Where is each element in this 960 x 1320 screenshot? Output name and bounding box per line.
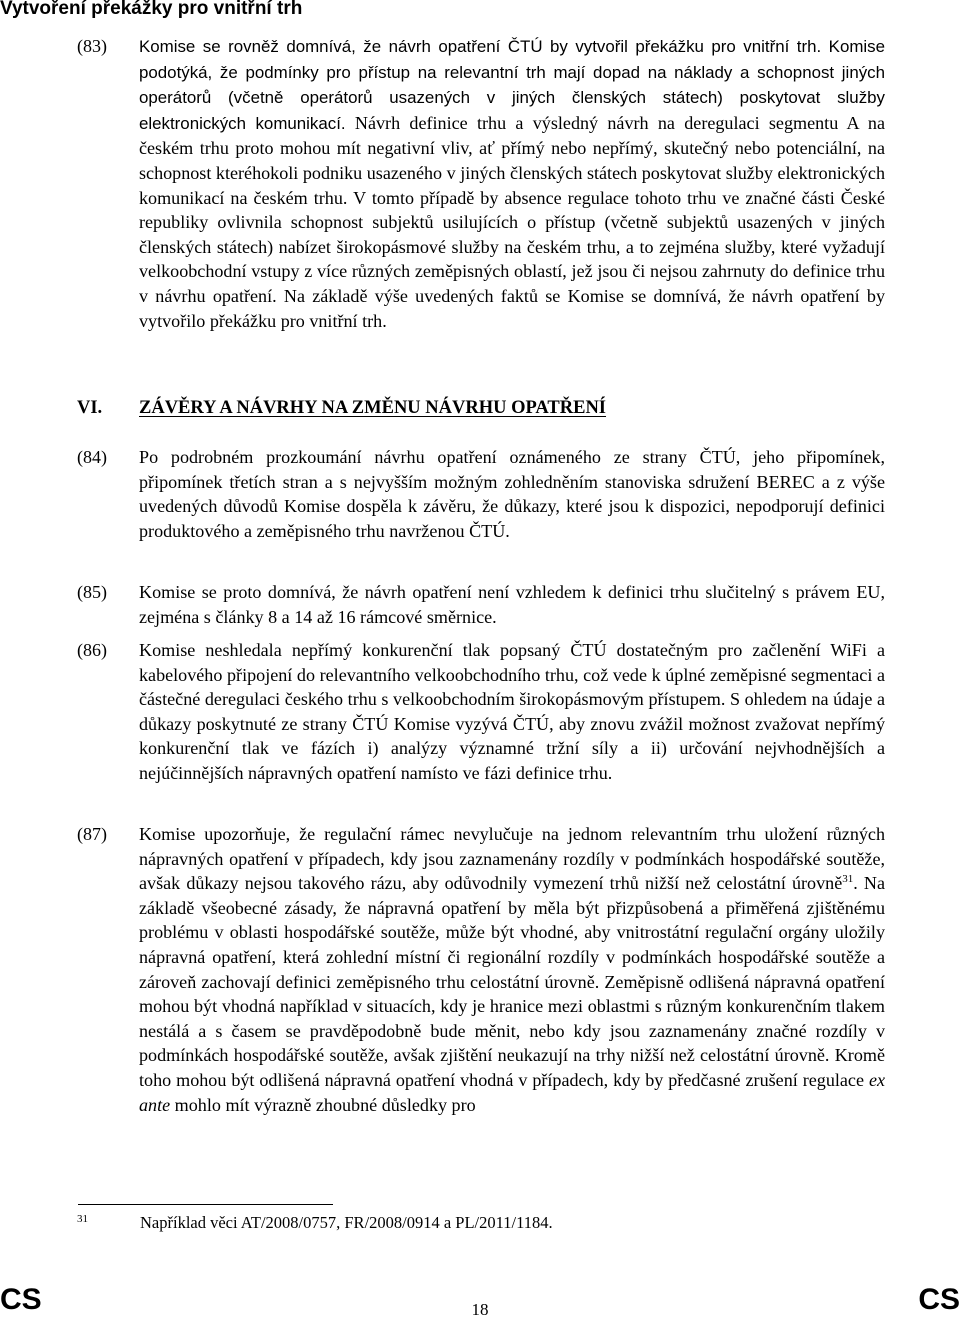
paragraph-85 bbox=[77, 580, 885, 629]
paragraph-83 bbox=[77, 34, 885, 333]
paragraph-text-part: . Na základě všeobecné zásady, že nápravná opatření by měla být přizpůsobená a přiměřená zjištěnému problému v oblasti hospodářské soutěže, může být vhodné, aby vnitrostátní regulační orgány uložily nápravná opatření, která zohlední místní či regionální rozdíly v podmínkách hospodářské soutěže a zároveň zachovají definici zeměpisného trhu celostátní úrovně. Zeměpisně odlišená nápravná opatření mohou být vhodná například v situacích, kdy je hranice mezi oblastmi s různým konkurenčním tlakem nestálá a s časem se pravděpodobně bude měnit, nebo kdy jsou zaznamenány značné rozdíly v podmínkách hospodářské soutěže, avšak zjištění neukazují na trhy nižší než celostátní úrovně. Kromě toho mohou být odlišená nápravná opatření vhodná v případech, kdy by předčasné zrušení regulace bbox=[139, 873, 885, 1090]
paragraph-text-part: Komise upozorňuje, že regulační rámec nevylučuje na jednom relevantním trhu uložení různých nápravných opatření v případech, kdy jsou zaznamenány rozdíly v podmínkách hospodářské soutěže, avšak důkazy nejsou takového rázu, aby odůvodnily vymezení trhů nižší než celostátní úrovně bbox=[139, 824, 885, 894]
paragraph-number: (85) bbox=[77, 582, 107, 602]
paragraph-text: Komise neshledala nepřímý konkurenční tlak popsaný ČTÚ dostatečným pro začlenění WiFi a kabelového připojení do relevantního velkoobchodního trhu, což vede k úplné zeměpisné segmentaci a částečné deregulaci českého trhu s velkoobchodním širokopásmovým přístupem. S ohledem na údaje a důkazy poskytnuté ze strany ČTÚ Komise vyzývá ČTÚ, aby znovu zvážil možnost zvažovat nepřímý konkurenční tlak ve fázích i) analýzy významné tržní síly a ii) určování nejvhodnějších a nejúčinnějších nápravných opatření namísto ve fázi definice trhu. bbox=[139, 640, 885, 783]
paragraph-text-part: mohlo mít výrazně zhoubné důsledky pro bbox=[170, 1094, 476, 1115]
paragraph-number: (83) bbox=[77, 36, 107, 56]
paragraph-text bbox=[139, 34, 885, 333]
section-heading: Vytvoření překážky pro vnitřní trh bbox=[0, 0, 303, 19]
paragraph-text-italic: ex ante bbox=[139, 1069, 885, 1115]
paragraph-number: (86) bbox=[77, 640, 107, 660]
paragraph-number: (84) bbox=[77, 447, 107, 467]
section-title: ZÁVĚRY A NÁVRHY NA ZMĚNU NÁVRHU OPATŘENÍ bbox=[139, 398, 607, 418]
page-number: 18 bbox=[471, 1300, 489, 1319]
paragraph-text-part: Návrh definice trhu a výsledný návrh na deregulaci segmentu A na českém trhu proto mohou mít negativní vliv, ať přímý nebo nepřímý, skutečný nebo potenciální, na schopnost kteréhokoli podniku usazeného v jiných členských státech poskytovat služby elektronických komunikací na českém trhu. V tomto případě by absence regulace tohoto trhu ve značné části České republiky ovlivnila schopnost subjektů usilujících o přístup (včetně subjektů usazených v jiných členských státech) nabízet širokopásmové služby na českém trhu, a to zejména služby, které vyžadují velkoobchodní vstupy z více různých zeměpisných oblastí, jež jsou či nejsou zahrnuty do definice trhu v návrhu opatření. Na základě výše uvedených faktů se Komise se domnívá, že návrh opatření by vytvořilo překážku pro vnitřní trh. bbox=[139, 112, 885, 331]
paragraph-number: (87) bbox=[77, 824, 107, 844]
section-roman-numeral: VI. bbox=[77, 398, 103, 418]
paragraph-text: Po podrobném prozkoumání návrhu opatření oznámeného ze strany ČTÚ, jeho připomínek, připomínek třetích stran a s nejvyšším možným zohledněním stanoviska sdružení BEREC a z výše uvedených důvodů Komise dospěla k závěru, že důkazy, které jsou k dispozici, nepodporují definici produktového a zeměpisného trhu navrženou ČTÚ. bbox=[139, 447, 885, 541]
paragraph-text bbox=[139, 822, 885, 1117]
footnote-mark: 31 bbox=[77, 1213, 88, 1225]
footnote-divider bbox=[78, 1204, 333, 1205]
footer-language-left: CS bbox=[0, 1283, 42, 1316]
footnote-text: Například věci AT/2008/0757, FR/2008/0914 a PL/2011/1184. bbox=[140, 1213, 553, 1232]
paragraph-84 bbox=[77, 445, 885, 543]
paragraph-text: Komise se proto domnívá, že návrh opatření není vzhledem k definici trhu slučitelný s právem EU, zejména s články 8 a 14 až 16 rámcové směrnice. bbox=[139, 582, 885, 627]
paragraph-86 bbox=[77, 638, 885, 786]
footer-language-right: CS bbox=[918, 1283, 960, 1316]
paragraph-text-part: Komise se rovněž domnívá, že návrh opatření ČTÚ by vytvořil překážku pro vnitřní trh. Komise podotýká, že podmínky pro přístup na relevantní trh mají dopad na náklady a schopnost jiných operátorů (včetně operátorů usazených v jiných členských státech) poskytovat služby elektronických komunikací. bbox=[139, 37, 885, 133]
paragraph-87 bbox=[77, 822, 885, 1117]
footnote-reference[interactable]: 31 bbox=[842, 873, 854, 886]
